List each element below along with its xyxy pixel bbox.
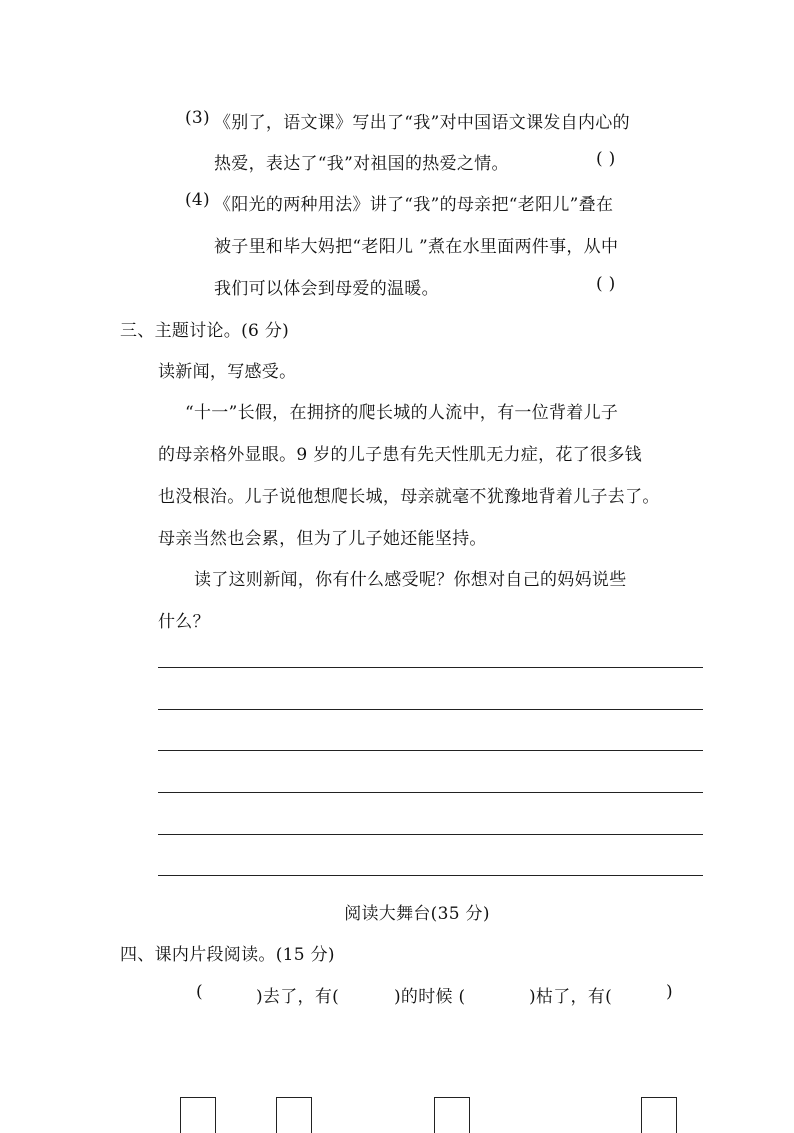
item-4-line1: 《阳光的两种用法》讲了“我”的母亲把“老阳儿”叠在 bbox=[214, 195, 614, 215]
answer-box[interactable] bbox=[641, 1097, 677, 1133]
item-4-answer-paren[interactable]: ( ) bbox=[596, 274, 616, 294]
section3-heading: 三、主题讨论。(6 分) bbox=[120, 321, 290, 341]
passage-part-5: ) bbox=[666, 982, 673, 1002]
news-line-3: 也没根治。儿子说他想爬长城，母亲就毫不犹豫地背着儿子去了。 bbox=[158, 487, 660, 507]
item-3-line1: 《别了，语文课》写出了“我”对中国语文课发自内心的 bbox=[214, 113, 630, 133]
item-3-answer-paren[interactable]: ( ) bbox=[596, 149, 616, 169]
passage-part-3: )的时候 ( bbox=[394, 987, 466, 1007]
answer-line[interactable] bbox=[158, 667, 703, 668]
answer-line[interactable] bbox=[158, 834, 703, 835]
news-line-2: 的母亲格外显眼。9 岁的儿子患有先天性肌无力症，花了很多钱 bbox=[158, 445, 642, 465]
item-4-number: (4) bbox=[185, 190, 210, 210]
passage-part-2: )去了，有( bbox=[256, 987, 340, 1007]
answer-box[interactable] bbox=[434, 1097, 470, 1133]
answer-box[interactable] bbox=[276, 1097, 312, 1133]
news-line-1: “十一”长假，在拥挤的爬长城的人流中，有一位背着儿子 bbox=[185, 403, 619, 423]
question-line-1: 读了这则新闻，你有什么感受呢？你想对自己的妈妈说些 bbox=[194, 570, 627, 590]
item-3-number: (3) bbox=[185, 108, 210, 128]
answer-line[interactable] bbox=[158, 709, 703, 710]
question-line-2: 什么？ bbox=[158, 612, 210, 632]
news-line-4: 母亲当然也会累，但为了儿子她还能坚持。 bbox=[158, 529, 487, 549]
section4-heading: 四、课内片段阅读。(15 分) bbox=[120, 945, 335, 965]
answer-line[interactable] bbox=[158, 875, 703, 876]
answer-box[interactable] bbox=[180, 1097, 216, 1133]
item-4-line3: 我们可以体会到母爱的温暖。 bbox=[214, 279, 439, 299]
item-4-line2: 被子里和毕大妈把“老阳儿 ”煮在水里面两件事，从中 bbox=[214, 237, 619, 257]
item-3-line2: 热爱，表达了“我”对祖国的热爱之情。 bbox=[214, 154, 509, 174]
passage-part-1: ( bbox=[196, 982, 203, 1002]
passage-part-4: )枯了，有( bbox=[529, 987, 613, 1007]
section3-instruction: 读新闻，写感受。 bbox=[158, 362, 297, 382]
reading-section-title: 阅读大舞台(35 分) bbox=[344, 904, 490, 924]
answer-line[interactable] bbox=[158, 750, 703, 751]
answer-line[interactable] bbox=[158, 792, 703, 793]
